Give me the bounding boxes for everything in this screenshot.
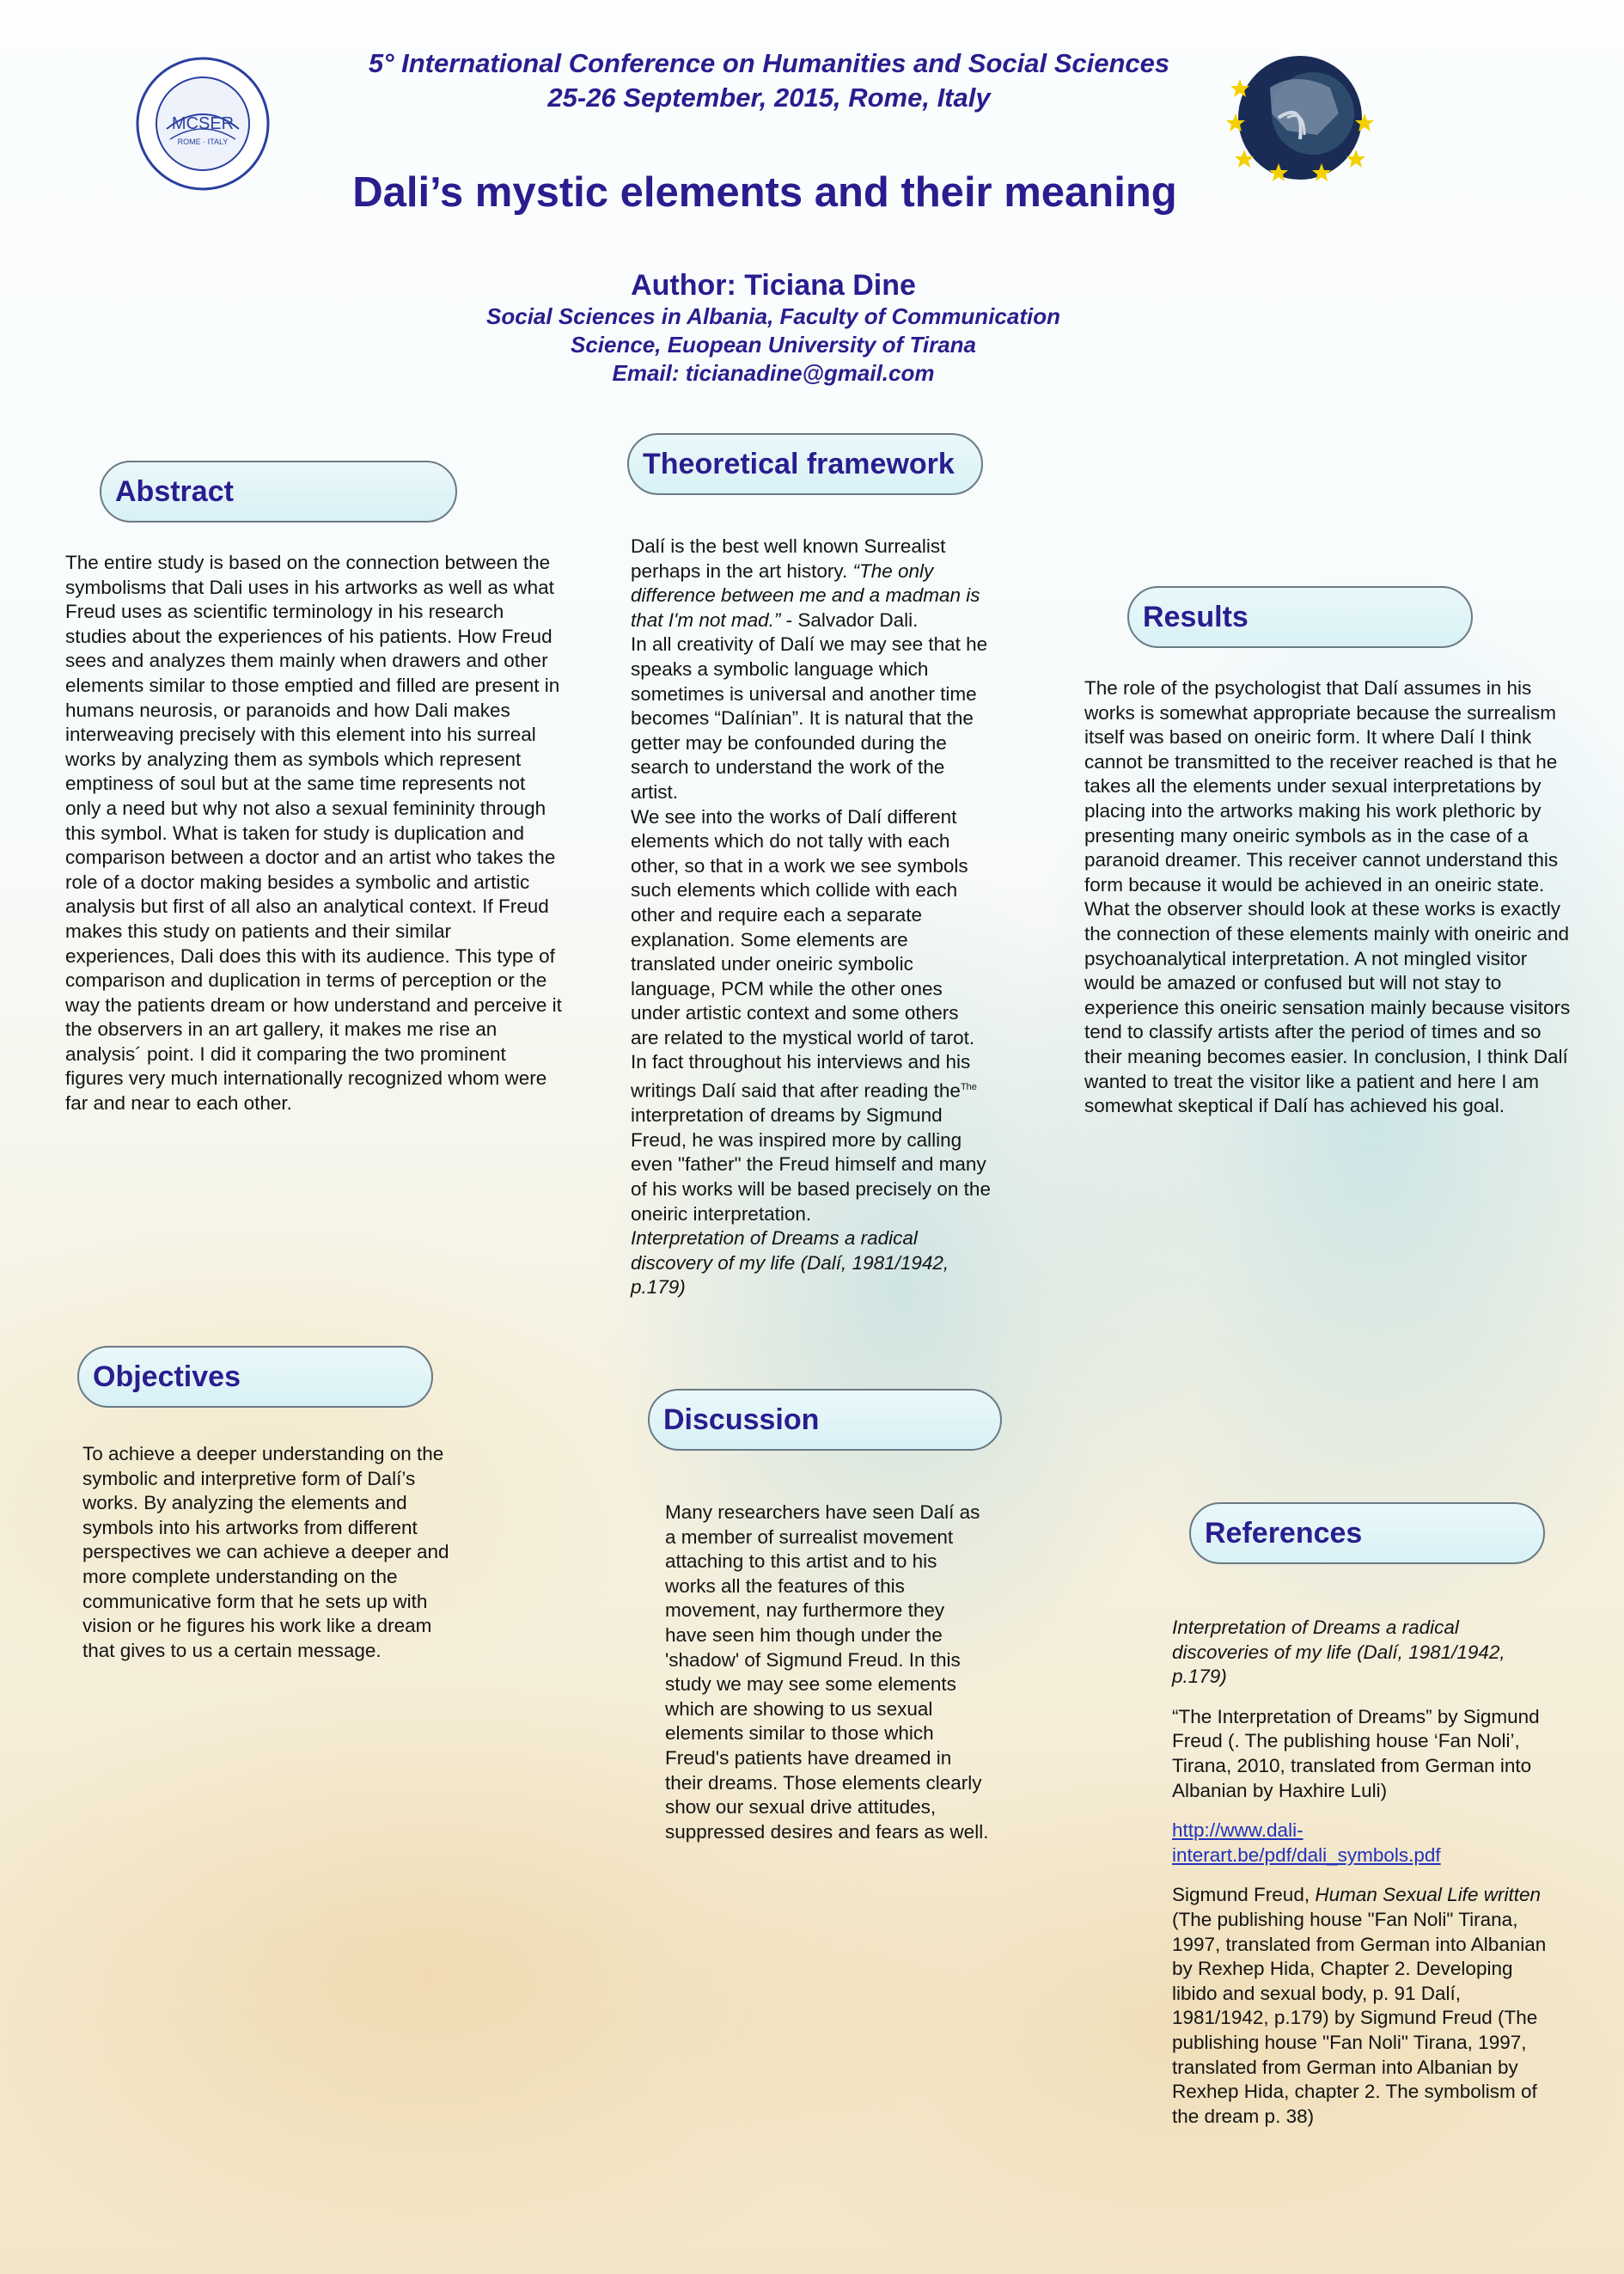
- theory-p4-superscript: The: [960, 1082, 977, 1093]
- conference-header: [284, 46, 1255, 115]
- references-list: [1172, 1616, 1559, 2144]
- reference-4: [1172, 1883, 1559, 2129]
- logo-main-text: MCSER: [171, 114, 235, 133]
- abstract-heading: Abstract: [100, 461, 457, 523]
- poster-title: Dali’s mystic elements and their meaning: [352, 169, 1177, 216]
- theory-paragraph-1: [631, 535, 992, 633]
- theory-p1-start: Dalí is the best well known Surrealist perhaps in the art history.: [631, 535, 946, 582]
- reference-3-link[interactable]: http://www.dali-interart.be/pdf/dali_symbols.pdf: [1172, 1819, 1441, 1866]
- reference-4-end: (The publishing house "Fan Noli" Tirana, 1997, translated from German into Albanian by Rexhep Hida, Chapter 2. Developing libido and sexual body, p. 91 Dalí, 1981/1942, p.179) by Sigmund Freud (The publishing house "Fan Noli" Tirana, 1997, translated from German into Albanian by Rexhep Hida, chapter 2. The symbolism of the dream p. 38): [1172, 1908, 1547, 2127]
- theory-citation-italic: Interpretation of Dreams a radical discovery of my life (Dalí, 1981/1942, p.179): [631, 1227, 949, 1299]
- reference-1: [1172, 1616, 1559, 1690]
- reference-2: “The Interpretation of Dreams” by Sigmund Freud (. The publishing house ‘Fan Noli’, Tirana, 2010, translated from German into Albanian by Haxhire Luli): [1172, 1705, 1540, 1801]
- reference-4-italic: Human Sexual Life written: [1315, 1884, 1541, 1906]
- theory-p4-start: In fact throughout his interviews and his writings Dalí said that after reading the: [631, 1051, 971, 1102]
- mcser-seal-icon: [136, 57, 270, 191]
- dali-quote: “The only difference between me and a madman is that I'm not mad.”: [631, 559, 980, 631]
- mcser-logo: [136, 57, 270, 191]
- results-text: The role of the psychologist that Dalí assumes in his works is somewhat appropriate because the surrealism itself was based on oneiric form. It where Dalí I think cannot be transmitted to the receiver reached is that he takes all the elements under sexual interpretations by placing into the artworks making his work plethoric by presenting many oneiric symbols as in the case of a paranoid dreamer. This receiver cannot understand this form because it would be achieved in an oneiric state. What the observer should look at these works is exactly the connection of these elements mainly with oneiric and psychoanalytical interpretation. A not mingled visitor would be amazed or confused but will not stay to experience this oneiric sensation mainly because visitors tend to classify artists after the period of times and so their meaning becomes easier. In conclusion, I think Dalí wanted to treat the visitor like a patient and here I am somewhat skeptical if Dalí has achieved his goal.: [1084, 677, 1571, 1117]
- reference-4-start: Sigmund Freud,: [1172, 1884, 1316, 1906]
- discussion-text: Many researchers have seen Dalí as a member of surrealist movement attaching to this artist and to his works all the features of this movement, nay furthermore they have seen him though under the 'shadow' of Sigmund Freud. In this study we may see some elements which are showing to us sexual elements similar to those which Freud's patients have dreamed in their dreams. Those elements clearly show our sexual drive attitudes, suppressed desires and fears as well.: [665, 1501, 989, 1843]
- logo-sub-text: ROME · ITALY: [177, 138, 229, 146]
- affiliation-line-1: Social Sciences in Albania, Faculty of Communication: [486, 303, 1060, 329]
- reference-1-text: Interpretation of Dreams a radical discoveries of my life (Dalí, 1981/1942, p.179): [1172, 1617, 1505, 1688]
- reference-3: [1172, 1819, 1559, 1867]
- theory-p4-end: interpretation of dreams by Sigmund Freud, he was inspired more by calling even "father" the Freud himself and many of his works will be based precisely on the oneiric interpretation.: [631, 1104, 991, 1225]
- theory-p1-end: - Salvador Dali.: [780, 608, 919, 631]
- conference-name: 5° International Conference on Humanities and Social Sciences: [368, 48, 1170, 78]
- theoretical-framework-text: [631, 535, 992, 1300]
- theory-paragraph-4-citation: [631, 1226, 992, 1300]
- objectives-heading: Objectives: [77, 1346, 433, 1408]
- theoretical-framework-heading: Theoretical framework: [627, 433, 983, 495]
- theory-paragraph-4: [631, 1050, 992, 1226]
- theory-paragraph-3: We see into the works of Dalí different elements which do not tally with each other, so that in a work we see symbols such elements which collide with each other and require each a separate explanation. Some elements are translated under oneiric symbolic language, PCM while the other ones under artistic context and some others are related to the mystical world of tarot.: [631, 805, 975, 1048]
- objectives-text: To achieve a deeper understanding on the symbolic and interpretive form of Dalí’s works. By analyzing the elements and symbols into his artworks from different perspectives we can achieve a deeper and more complete understanding on the communicative form that he sets up with vision or he figures his work like a dream that gives to us a certain message.: [82, 1443, 449, 1661]
- affiliation-line-2: Science, Euopean University of Tirana: [570, 332, 976, 358]
- discussion-heading: Discussion: [648, 1389, 1002, 1451]
- abstract-text: The entire study is based on the connection between the symbolisms that Dali uses in his artworks as well as what Freud uses as scientific terminology in his research studies about the experiences of his patients. How Freud sees and analyzes them mainly when drawers and other elements similar to those emptied and filled are present in humans neurosis, or paranoids and how Dali makes interweaving precisely with this element into his surreal works by analyzing them as symbols which represent emptiness of soul but at the same time represents not only a need but why not also a sexual femininity through this symbol. What is taken for study is duplication and comparison between a doctor and an artist who takes the role of a doctor making besides a symbolic and artistic analysis but first of all also an analytical context. If Freud makes this study on patients and their similar experiences, Dali does this with its audience. This type of comparison and duplication in terms of perception or the way the patients dream or how understand and perceive it the observers in an art gallery, it makes me rise an analysis´ point. I did it comparing the two prominent figures very much internationally recognized whom were far and near to each other.: [65, 552, 562, 1115]
- author-name: Author: Ticiana Dine: [631, 269, 916, 302]
- results-heading: Results: [1127, 586, 1473, 648]
- author-email: Email: ticianadine@gmail.com: [612, 360, 935, 386]
- conference-date-place: 25-26 September, 2015, Rome, Italy: [547, 83, 991, 113]
- author-affiliation: [327, 303, 1220, 388]
- theory-paragraph-2: In all creativity of Dalí we may see that he speaks a symbolic language which sometimes is universal and another time becomes “Dalínian”. It is natural that the getter may be confounded during the search to understand the work of the artist.: [631, 633, 988, 803]
- references-heading: References: [1189, 1502, 1545, 1564]
